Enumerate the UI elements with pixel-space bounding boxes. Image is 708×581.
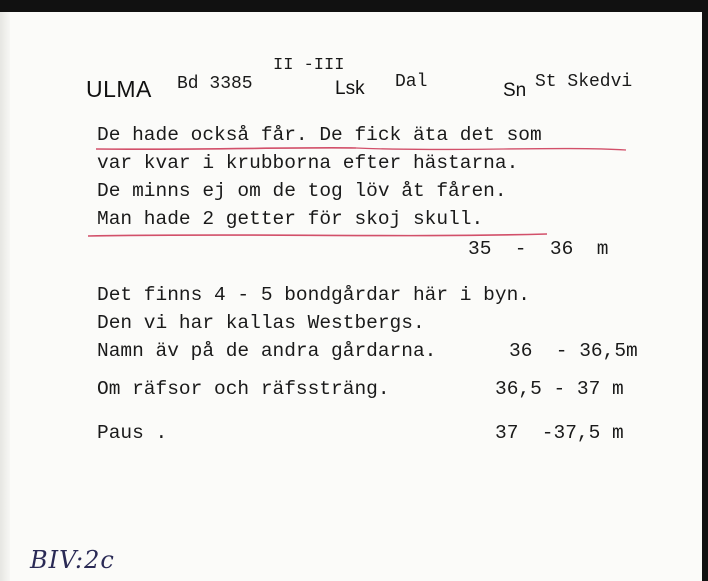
timestamp: 35 - 36 m	[468, 238, 609, 260]
underline-fourth-line	[88, 234, 547, 236]
timestamp: 36 - 36,5m	[509, 340, 638, 362]
text-line: Paus .	[97, 422, 168, 444]
text-line: Den vi har kallas Westbergs.	[97, 312, 425, 334]
handwritten-shelfmark: BIV:2c	[30, 546, 115, 574]
text-line: Man hade 2 getter för skoj skull.	[97, 208, 484, 230]
volume-number: Bd 3385	[177, 74, 253, 94]
socken-label: Sn	[503, 80, 527, 101]
socken-value: St Skedvi	[535, 72, 633, 92]
text-line: De hade också får. De fick äta det som	[97, 124, 542, 146]
text-line: var kvar i krubborna efter hästarna.	[97, 152, 519, 174]
underline-first-line-end	[356, 148, 626, 150]
text-line: Namn äv på de andra gårdarna.	[97, 340, 437, 362]
archive-code: ULMA	[86, 76, 152, 102]
timestamp: 37 -37,5 m	[495, 422, 624, 444]
page-range: II -III	[273, 56, 345, 75]
landskap-label: Lsk	[335, 78, 365, 99]
underline-first-sentence	[96, 148, 356, 149]
text-line: Om räfsor och räfssträng.	[97, 378, 390, 400]
landskap-value: Dal	[395, 72, 428, 92]
text-line: De minns ej om de tog löv åt fåren.	[97, 180, 507, 202]
text-line: Det finns 4 - 5 bondgårdar här i byn.	[97, 284, 530, 306]
timestamp: 36,5 - 37 m	[495, 378, 624, 400]
